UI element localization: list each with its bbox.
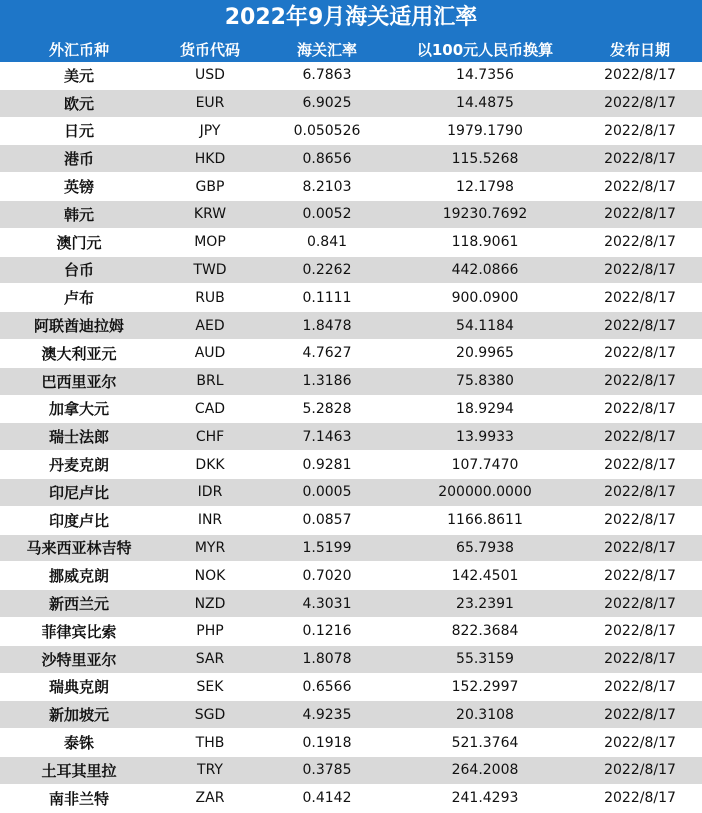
publish-date-cell: 2022/8/17 <box>578 367 702 395</box>
currency-name-cell: 加拿大元 <box>0 395 158 423</box>
per-100-rmb-cell: 118.9061 <box>392 228 578 256</box>
customs-rate-cell: 1.8478 <box>262 312 392 340</box>
table-row <box>0 562 702 590</box>
per-100-rmb-cell: 115.5268 <box>392 145 578 173</box>
currency-name-cell: 泰铢 <box>0 729 158 757</box>
currency-code-cell: NOK <box>158 562 262 590</box>
table-row <box>0 367 702 395</box>
table-row <box>0 395 702 423</box>
customs-rate-cell: 4.7627 <box>262 339 392 367</box>
per-100-rmb-cell: 1166.8611 <box>392 506 578 534</box>
per-100-rmb-cell: 14.4875 <box>392 89 578 117</box>
currency-name-cell: 沙特里亚尔 <box>0 645 158 673</box>
currency-code-cell: INR <box>158 506 262 534</box>
table-row <box>0 339 702 367</box>
currency-name-cell: 菲律宾比索 <box>0 617 158 645</box>
per-100-rmb-cell: 152.2997 <box>392 673 578 701</box>
per-100-rmb-cell: 20.3108 <box>392 701 578 729</box>
currency-code-cell: BRL <box>158 367 262 395</box>
customs-rate-cell: 0.1111 <box>262 284 392 312</box>
customs-rate-cell: 0.7020 <box>262 562 392 590</box>
exchange-rate-table <box>0 36 702 813</box>
publish-date-cell: 2022/8/17 <box>578 117 702 145</box>
publish-date-cell: 2022/8/17 <box>578 617 702 645</box>
table-row <box>0 256 702 284</box>
currency-name-cell: 瑞士法郎 <box>0 423 158 451</box>
currency-code-cell: DKK <box>158 451 262 479</box>
customs-rate-cell: 6.7863 <box>262 62 392 89</box>
per-100-rmb-cell: 65.7938 <box>392 534 578 562</box>
per-100-rmb-cell: 75.8380 <box>392 367 578 395</box>
table-row <box>0 506 702 534</box>
publish-date-cell: 2022/8/17 <box>578 62 702 89</box>
customs-rate-cell: 0.6566 <box>262 673 392 701</box>
per-100-rmb-cell: 142.4501 <box>392 562 578 590</box>
currency-code-cell: TWD <box>158 256 262 284</box>
per-100-rmb-cell: 14.7356 <box>392 62 578 89</box>
publish-date-cell: 2022/8/17 <box>578 284 702 312</box>
per-100-rmb-cell: 107.7470 <box>392 451 578 479</box>
publish-date-cell: 2022/8/17 <box>578 562 702 590</box>
publish-date-cell: 2022/8/17 <box>578 478 702 506</box>
currency-code-cell: RUB <box>158 284 262 312</box>
header-per-100-rmb: 以100元人民币换算 <box>392 36 578 62</box>
currency-code-cell: NZD <box>158 590 262 618</box>
currency-name-cell: 韩元 <box>0 200 158 228</box>
customs-rate-cell: 0.1216 <box>262 617 392 645</box>
per-100-rmb-cell: 1979.1790 <box>392 117 578 145</box>
customs-rate-cell: 0.1918 <box>262 729 392 757</box>
publish-date-cell: 2022/8/17 <box>578 228 702 256</box>
customs-rate-cell: 4.3031 <box>262 590 392 618</box>
currency-code-cell: SEK <box>158 673 262 701</box>
per-100-rmb-cell: 20.9965 <box>392 339 578 367</box>
publish-date-cell: 2022/8/17 <box>578 506 702 534</box>
currency-code-cell: CAD <box>158 395 262 423</box>
publish-date-cell: 2022/8/17 <box>578 256 702 284</box>
table-row <box>0 117 702 145</box>
currency-name-cell: 巴西里亚尔 <box>0 367 158 395</box>
per-100-rmb-cell: 23.2391 <box>392 590 578 618</box>
currency-code-cell: JPY <box>158 117 262 145</box>
table-row <box>0 673 702 701</box>
currency-name-cell: 南非兰特 <box>0 784 158 812</box>
currency-name-cell: 澳大利亚元 <box>0 339 158 367</box>
customs-rate-cell: 0.8656 <box>262 145 392 173</box>
page-title: 2022年9月海关适用汇率 <box>0 0 702 36</box>
currency-name-cell: 挪威克朗 <box>0 562 158 590</box>
currency-name-cell: 新加坡元 <box>0 701 158 729</box>
per-100-rmb-cell: 900.0900 <box>392 284 578 312</box>
customs-rate-cell: 0.0052 <box>262 200 392 228</box>
publish-date-cell: 2022/8/17 <box>578 534 702 562</box>
table-row <box>0 729 702 757</box>
currency-name-cell: 日元 <box>0 117 158 145</box>
table-row <box>0 312 702 340</box>
table-row <box>0 62 702 89</box>
customs-rate-cell: 5.2828 <box>262 395 392 423</box>
currency-name-cell: 丹麦克朗 <box>0 451 158 479</box>
customs-rate-cell: 7.1463 <box>262 423 392 451</box>
table-row <box>0 89 702 117</box>
per-100-rmb-cell: 241.4293 <box>392 784 578 812</box>
table-row <box>0 200 702 228</box>
currency-code-cell: EUR <box>158 89 262 117</box>
per-100-rmb-cell: 442.0866 <box>392 256 578 284</box>
currency-name-cell: 马来西亚林吉特 <box>0 534 158 562</box>
table-row <box>0 478 702 506</box>
currency-name-cell: 新西兰元 <box>0 590 158 618</box>
publish-date-cell: 2022/8/17 <box>578 89 702 117</box>
publish-date-cell: 2022/8/17 <box>578 673 702 701</box>
per-100-rmb-cell: 54.1184 <box>392 312 578 340</box>
customs-rate-cell: 0.9281 <box>262 451 392 479</box>
table-row <box>0 173 702 201</box>
table-row <box>0 534 702 562</box>
per-100-rmb-cell: 264.2008 <box>392 756 578 784</box>
per-100-rmb-cell: 200000.0000 <box>392 478 578 506</box>
table-row <box>0 645 702 673</box>
header-customs-rate: 海关汇率 <box>262 36 392 62</box>
table-row <box>0 423 702 451</box>
publish-date-cell: 2022/8/17 <box>578 756 702 784</box>
table-row <box>0 701 702 729</box>
currency-name-cell: 澳门元 <box>0 228 158 256</box>
currency-code-cell: MOP <box>158 228 262 256</box>
currency-name-cell: 印尼卢比 <box>0 478 158 506</box>
currency-code-cell: CHF <box>158 423 262 451</box>
currency-code-cell: KRW <box>158 200 262 228</box>
currency-name-cell: 美元 <box>0 62 158 89</box>
header-currency-code: 货币代码 <box>158 36 262 62</box>
currency-code-cell: TRY <box>158 756 262 784</box>
currency-code-cell: USD <box>158 62 262 89</box>
currency-code-cell: AUD <box>158 339 262 367</box>
customs-rate-cell: 0.4142 <box>262 784 392 812</box>
currency-code-cell: AED <box>158 312 262 340</box>
publish-date-cell: 2022/8/17 <box>578 784 702 812</box>
currency-code-cell: SGD <box>158 701 262 729</box>
currency-name-cell: 台币 <box>0 256 158 284</box>
currency-name-cell: 印度卢比 <box>0 506 158 534</box>
customs-rate-cell: 0.841 <box>262 228 392 256</box>
customs-rate-cell: 8.2103 <box>262 173 392 201</box>
customs-rate-cell: 1.8078 <box>262 645 392 673</box>
table-row <box>0 617 702 645</box>
table-row <box>0 451 702 479</box>
publish-date-cell: 2022/8/17 <box>578 173 702 201</box>
customs-rate-cell: 1.3186 <box>262 367 392 395</box>
table-header-row <box>0 36 702 62</box>
customs-rate-cell: 0.3785 <box>262 756 392 784</box>
customs-rate-cell: 0.0005 <box>262 478 392 506</box>
publish-date-cell: 2022/8/17 <box>578 200 702 228</box>
currency-name-cell: 欧元 <box>0 89 158 117</box>
customs-rate-cell: 0.0857 <box>262 506 392 534</box>
currency-code-cell: SAR <box>158 645 262 673</box>
currency-name-cell: 港币 <box>0 145 158 173</box>
per-100-rmb-cell: 12.1798 <box>392 173 578 201</box>
table-row <box>0 756 702 784</box>
per-100-rmb-cell: 822.3684 <box>392 617 578 645</box>
publish-date-cell: 2022/8/17 <box>578 729 702 757</box>
currency-code-cell: MYR <box>158 534 262 562</box>
header-publish-date: 发布日期 <box>578 36 702 62</box>
publish-date-cell: 2022/8/17 <box>578 423 702 451</box>
currency-name-cell: 阿联酋迪拉姆 <box>0 312 158 340</box>
publish-date-cell: 2022/8/17 <box>578 312 702 340</box>
customs-rate-cell: 0.2262 <box>262 256 392 284</box>
table-row <box>0 590 702 618</box>
publish-date-cell: 2022/8/17 <box>578 645 702 673</box>
currency-code-cell: HKD <box>158 145 262 173</box>
customs-rate-cell: 4.9235 <box>262 701 392 729</box>
currency-name-cell: 土耳其里拉 <box>0 756 158 784</box>
per-100-rmb-cell: 55.3159 <box>392 645 578 673</box>
publish-date-cell: 2022/8/17 <box>578 701 702 729</box>
per-100-rmb-cell: 18.9294 <box>392 395 578 423</box>
publish-date-cell: 2022/8/17 <box>578 339 702 367</box>
currency-name-cell: 瑞典克朗 <box>0 673 158 701</box>
per-100-rmb-cell: 13.9933 <box>392 423 578 451</box>
customs-rate-cell: 0.050526 <box>262 117 392 145</box>
currency-code-cell: GBP <box>158 173 262 201</box>
currency-name-cell: 英镑 <box>0 173 158 201</box>
publish-date-cell: 2022/8/17 <box>578 451 702 479</box>
table-row <box>0 145 702 173</box>
publish-date-cell: 2022/8/17 <box>578 145 702 173</box>
currency-code-cell: IDR <box>158 478 262 506</box>
per-100-rmb-cell: 521.3764 <box>392 729 578 757</box>
table-row <box>0 228 702 256</box>
publish-date-cell: 2022/8/17 <box>578 590 702 618</box>
table-row <box>0 284 702 312</box>
currency-code-cell: PHP <box>158 617 262 645</box>
currency-name-cell: 卢布 <box>0 284 158 312</box>
table-row <box>0 784 702 812</box>
currency-code-cell: THB <box>158 729 262 757</box>
table-body <box>0 62 702 812</box>
per-100-rmb-cell: 19230.7692 <box>392 200 578 228</box>
customs-rate-cell: 6.9025 <box>262 89 392 117</box>
header-currency-name: 外汇币种 <box>0 36 158 62</box>
currency-code-cell: ZAR <box>158 784 262 812</box>
publish-date-cell: 2022/8/17 <box>578 395 702 423</box>
customs-rate-cell: 1.5199 <box>262 534 392 562</box>
